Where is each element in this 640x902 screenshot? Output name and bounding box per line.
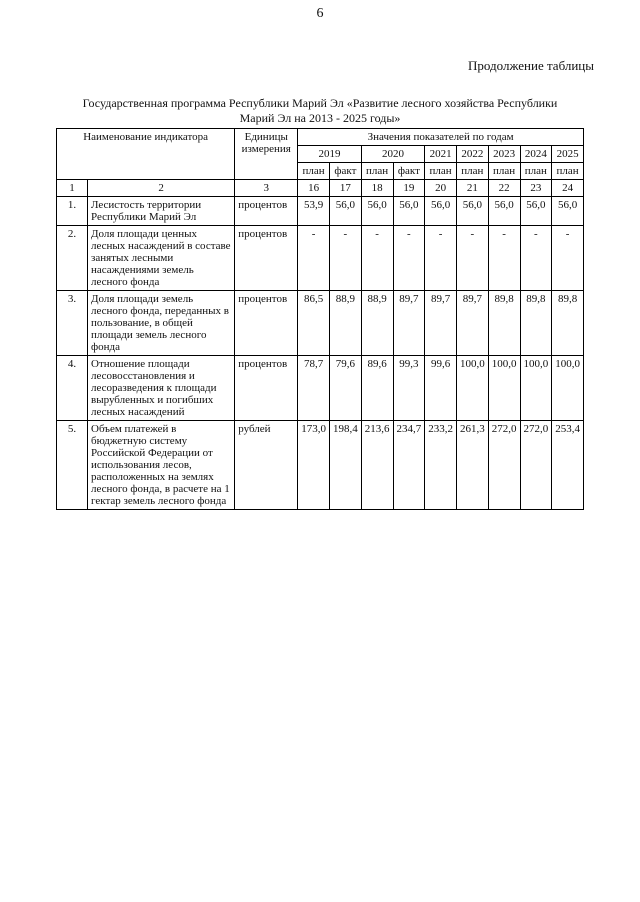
indicator-value: 89,8 bbox=[552, 291, 584, 356]
indicator-value: 56,0 bbox=[488, 197, 520, 226]
indicator-value: 99,6 bbox=[425, 356, 457, 421]
indicator-value: 56,0 bbox=[520, 197, 552, 226]
indicator-value: 88,9 bbox=[361, 291, 393, 356]
indicator-name: Объем платежей в бюджетную систему Российской Федерации от использования лесов, расположенных на землях лесного фонда, в расчете на 1 гектар земель лесного фонда bbox=[88, 421, 235, 510]
subheader-cell: план bbox=[298, 163, 330, 180]
indicator-value: 272,0 bbox=[520, 421, 552, 510]
column-number: 3 bbox=[235, 180, 298, 197]
subheader-cell: план bbox=[520, 163, 552, 180]
indicator-value: 56,0 bbox=[393, 197, 425, 226]
indicator-value: - bbox=[361, 226, 393, 291]
column-number: 17 bbox=[330, 180, 362, 197]
indicator-name: Доля площади земель лесного фонда, переданных в пользование, в общей площади земель лесного фонда bbox=[88, 291, 235, 356]
header-year-2020: 2020 bbox=[361, 146, 425, 163]
table-row bbox=[57, 197, 584, 226]
indicator-value: 253,4 bbox=[552, 421, 584, 510]
indicator-value: - bbox=[457, 226, 489, 291]
indicator-value: 53,9 bbox=[298, 197, 330, 226]
indicator-value: - bbox=[488, 226, 520, 291]
indicator-value: 233,2 bbox=[425, 421, 457, 510]
indicator-name: Отношение площади лесовосстановления и лесоразведения к площади вырубленных и погибших лесных насаждений bbox=[88, 356, 235, 421]
indicator-unit: процентов bbox=[235, 226, 298, 291]
table-body bbox=[57, 197, 584, 510]
indicator-value: 89,6 bbox=[361, 356, 393, 421]
indicator-value: 89,8 bbox=[520, 291, 552, 356]
column-number: 20 bbox=[425, 180, 457, 197]
header-indicator-name: Наименование индикатора bbox=[57, 129, 235, 180]
indicators-table bbox=[56, 128, 584, 510]
indicator-value: 99,3 bbox=[393, 356, 425, 421]
column-number: 24 bbox=[552, 180, 584, 197]
header-year-2024: 2024 bbox=[520, 146, 552, 163]
program-caption: Государственная программа Республики Марий Эл «Развитие лесного хозяйства Республики Марий Эл на 2013 - 2025 годы» bbox=[82, 96, 558, 125]
column-number: 21 bbox=[457, 180, 489, 197]
indicator-value: 272,0 bbox=[488, 421, 520, 510]
row-number: 4. bbox=[57, 356, 88, 421]
column-number: 18 bbox=[361, 180, 393, 197]
indicator-value: 100,0 bbox=[520, 356, 552, 421]
indicator-unit: процентов bbox=[235, 291, 298, 356]
subheader-cell: план bbox=[361, 163, 393, 180]
subheader-cell: план bbox=[425, 163, 457, 180]
table-row bbox=[57, 291, 584, 356]
indicator-value: - bbox=[552, 226, 584, 291]
indicator-value: 261,3 bbox=[457, 421, 489, 510]
indicator-value: 89,7 bbox=[457, 291, 489, 356]
column-number: 22 bbox=[488, 180, 520, 197]
indicator-value: 89,8 bbox=[488, 291, 520, 356]
indicator-value: 56,0 bbox=[457, 197, 489, 226]
subheader-cell: факт bbox=[393, 163, 425, 180]
indicator-value: 56,0 bbox=[425, 197, 457, 226]
indicator-value: 56,0 bbox=[552, 197, 584, 226]
subheader-cell: план bbox=[457, 163, 489, 180]
indicator-value: 173,0 bbox=[298, 421, 330, 510]
row-number: 2. bbox=[57, 226, 88, 291]
table-row bbox=[57, 226, 584, 291]
column-number: 2 bbox=[88, 180, 235, 197]
indicator-value: - bbox=[425, 226, 457, 291]
subheader-cell: план bbox=[488, 163, 520, 180]
indicator-value: 89,7 bbox=[425, 291, 457, 356]
indicator-value: 86,5 bbox=[298, 291, 330, 356]
header-year-2023: 2023 bbox=[488, 146, 520, 163]
row-number: 1. bbox=[57, 197, 88, 226]
indicator-value: - bbox=[520, 226, 552, 291]
indicator-value: 100,0 bbox=[552, 356, 584, 421]
indicator-value: 234,7 bbox=[393, 421, 425, 510]
header-unit: Единицы измерения bbox=[235, 129, 298, 180]
indicator-name: Доля площади ценных лесных насаждений в составе занятых лесными насаждениями земель лесного фонда bbox=[88, 226, 235, 291]
header-values-by-year: Значения показателей по годам bbox=[298, 129, 584, 146]
indicator-value: 56,0 bbox=[330, 197, 362, 226]
column-number: 1 bbox=[57, 180, 88, 197]
indicator-value: 56,0 bbox=[361, 197, 393, 226]
indicator-value: 100,0 bbox=[457, 356, 489, 421]
subheader-cell: план bbox=[552, 163, 584, 180]
indicator-value: 88,9 bbox=[330, 291, 362, 356]
indicator-name: Лесистость территории Республики Марий Эл bbox=[88, 197, 235, 226]
column-number: 23 bbox=[520, 180, 552, 197]
header-year-2022: 2022 bbox=[457, 146, 489, 163]
indicator-value: - bbox=[393, 226, 425, 291]
page-number: 6 bbox=[316, 6, 324, 21]
indicator-value: 79,6 bbox=[330, 356, 362, 421]
column-number: 19 bbox=[393, 180, 425, 197]
indicator-unit: рублей bbox=[235, 421, 298, 510]
indicator-value: 100,0 bbox=[488, 356, 520, 421]
table-continuation-label: Продолжение таблицы bbox=[468, 58, 594, 73]
indicator-unit: процентов bbox=[235, 197, 298, 226]
table-row bbox=[57, 421, 584, 510]
indicator-value: 78,7 bbox=[298, 356, 330, 421]
indicator-unit: процентов bbox=[235, 356, 298, 421]
header-year-2019: 2019 bbox=[298, 146, 362, 163]
header-year-2025: 2025 bbox=[552, 146, 584, 163]
row-number: 5. bbox=[57, 421, 88, 510]
table-row bbox=[57, 356, 584, 421]
indicator-value: - bbox=[330, 226, 362, 291]
indicator-value: 89,7 bbox=[393, 291, 425, 356]
header-year-2021: 2021 bbox=[425, 146, 457, 163]
row-number: 3. bbox=[57, 291, 88, 356]
column-number: 16 bbox=[298, 180, 330, 197]
indicator-value: - bbox=[298, 226, 330, 291]
indicator-value: 213,6 bbox=[361, 421, 393, 510]
indicator-value: 198,4 bbox=[330, 421, 362, 510]
subheader-cell: факт bbox=[330, 163, 362, 180]
